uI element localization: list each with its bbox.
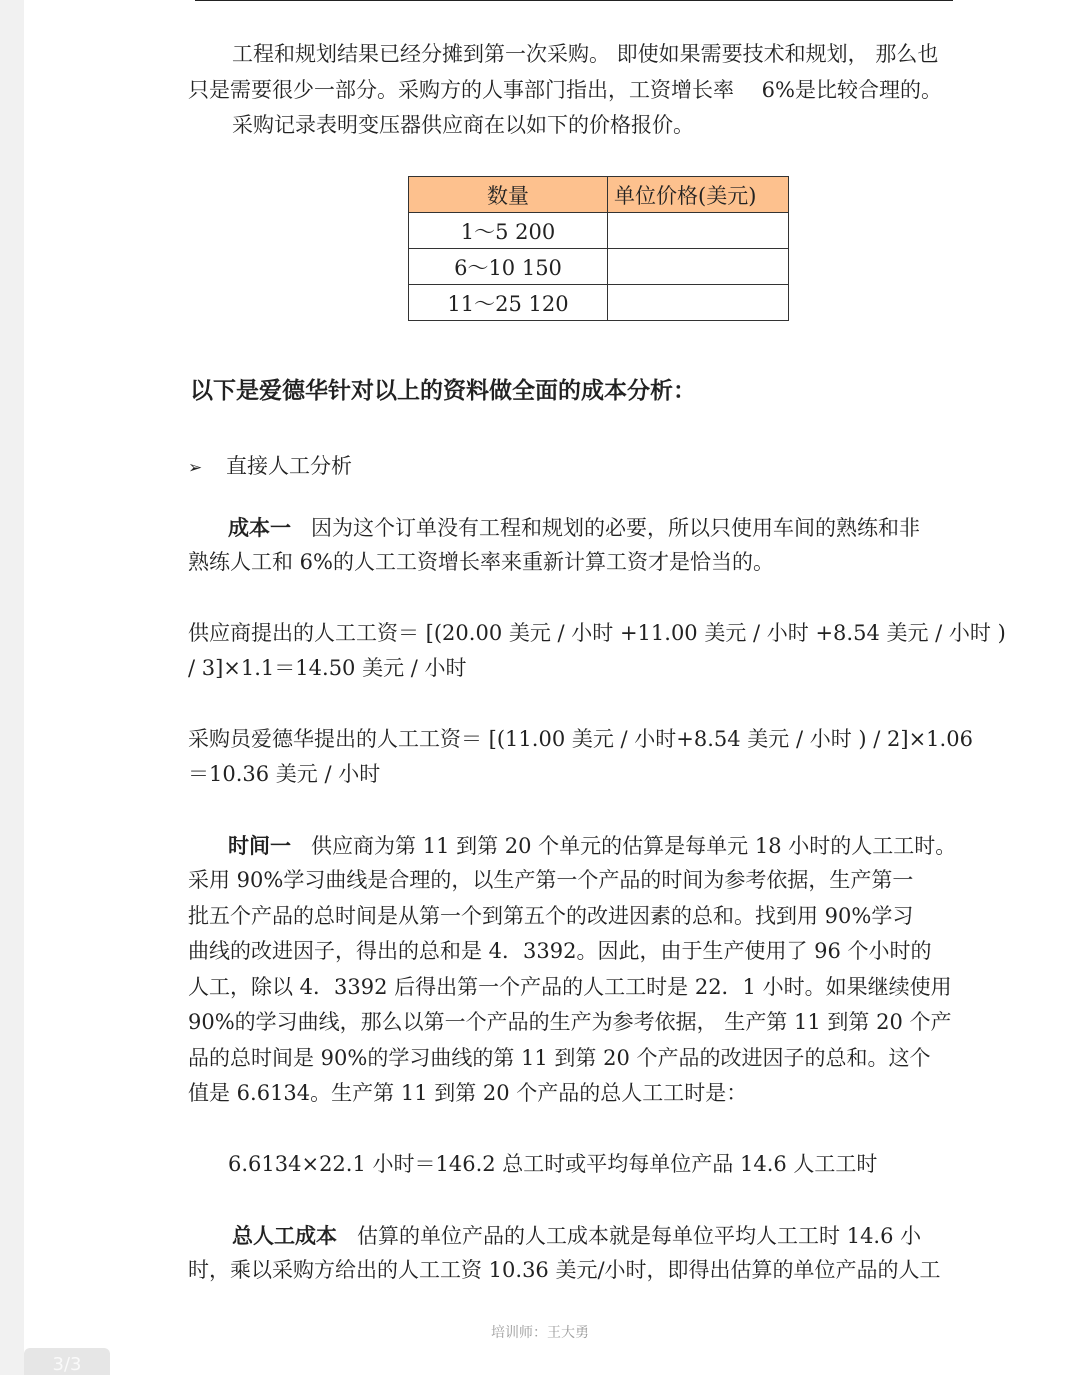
time-paragraph-line5: 人工，除以 4．3392 后得出第一个产品的人工工时是 22．1 小时。如果继续使用: [188, 975, 952, 999]
left-margin-shade: [0, 0, 24, 1375]
cost-paragraph-line2: 熟练人工和 6%的人工工资增长率来重新计算工资才是恰当的。: [188, 550, 774, 574]
time-paragraph-line7: 品的总时间是 90%的学习曲线的第 11 到第 20 个产品的改进因子的总和。这个: [188, 1046, 931, 1070]
total-paragraph-line2: 时，乘以采购方给出的人工工资 10.36 美元/小时，即得出估算的单位产品的人工: [188, 1258, 941, 1282]
time-paragraph-line8: 值是 6.6134。生产第 11 到第 20 个产品的总人工工时是：: [188, 1081, 748, 1105]
qty-cell: 11～25 120: [409, 285, 608, 321]
total-line1-text: 估算的单位产品的人工成本就是每单位平均人工工时 14.6 小: [357, 1224, 922, 1248]
arrow-bullet-icon: ➢: [188, 458, 203, 478]
section-heading: 以下是爱德华针对以上的资料做全面的成本分析：: [190, 378, 696, 404]
header-unit-price: 单位价格(美元): [608, 177, 789, 213]
table-row: [409, 249, 789, 285]
table-row: [409, 285, 789, 321]
time-paragraph-line2: 采用 90%学习曲线是合理的，以生产第一个产品的时间为参考依据，生产第一: [188, 868, 914, 892]
bullet-label: 直接人工分析: [226, 454, 352, 478]
table-header-row: [409, 177, 789, 213]
qty-cell: 6～10 150: [409, 249, 608, 285]
time-paragraph-line6: 90%的学习曲线，那么以第一个产品的生产为参考依据， 生产第 11 到第 20 个产: [188, 1010, 952, 1034]
time-term: 时间一: [228, 833, 291, 858]
page-indicator: 3/3: [24, 1348, 110, 1375]
qty-cell: 1～5 200: [409, 213, 608, 249]
labor-hours-formula: 6.6134×22.1 小时＝146.2 总工时或平均每单位产品 14.6 人工工时: [228, 1152, 878, 1176]
time-line1-text: 供应商为第 11 到第 20 个单元的估算是每单元 18 小时的人工工时。: [311, 834, 957, 858]
total-paragraph-line1: [232, 1218, 921, 1253]
paragraph1-line1: 工程和规划结果已经分摊到第一次采购。 即使如果需要技术和规划， 那么也: [232, 42, 939, 66]
top-rule: [195, 0, 953, 1]
paragraph1-line2: 只是需要很少一部分。采购方的人事部门指出，工资增长率 6%是比较合理的。: [188, 78, 942, 102]
header-quantity: 数量: [409, 177, 608, 213]
price-cell: [608, 249, 789, 285]
time-paragraph-line1: [228, 828, 956, 863]
cost-paragraph-line1: [228, 510, 920, 545]
cost-line1-text: 因为这个订单没有工程和规划的必要，所以只使用车间的熟练和非: [311, 516, 921, 540]
total-term: 总人工成本: [232, 1223, 337, 1248]
bullet-item: [188, 450, 352, 480]
page-footer: 培训师：王大勇: [491, 1325, 589, 1341]
time-paragraph-line3: 批五个产品的总时间是从第一个到第五个的改进因素的总和。找到用 90%学习: [188, 904, 914, 928]
supplier-wage-line1: 供应商提出的人工工资＝ [(20.00 美元 / 小时 +11.00 美元 / 小时 +8.54 美元 / 小时 ): [188, 621, 1006, 645]
table-row: [409, 213, 789, 249]
price-table: [408, 176, 789, 321]
supplier-wage-line2: / 3]×1.1＝14.50 美元 / 小时: [188, 656, 467, 680]
buyer-wage-line1: 采购员爱德华提出的人工工资＝ [(11.00 美元 / 小时+8.54 美元 / 小时 ) / 2]×1.06: [188, 727, 973, 751]
buyer-wage-line2: ＝10.36 美元 / 小时: [188, 762, 381, 786]
cost-term: 成本一: [228, 515, 291, 540]
price-cell: [608, 285, 789, 321]
price-cell: [608, 213, 789, 249]
time-paragraph-line4: 曲线的改进因子，得出的总和是 4．3392。因此，由于生产使用了 96 个小时的: [188, 939, 932, 963]
paragraph1-line3: 采购记录表明变压器供应商在以如下的价格报价。: [232, 113, 694, 137]
